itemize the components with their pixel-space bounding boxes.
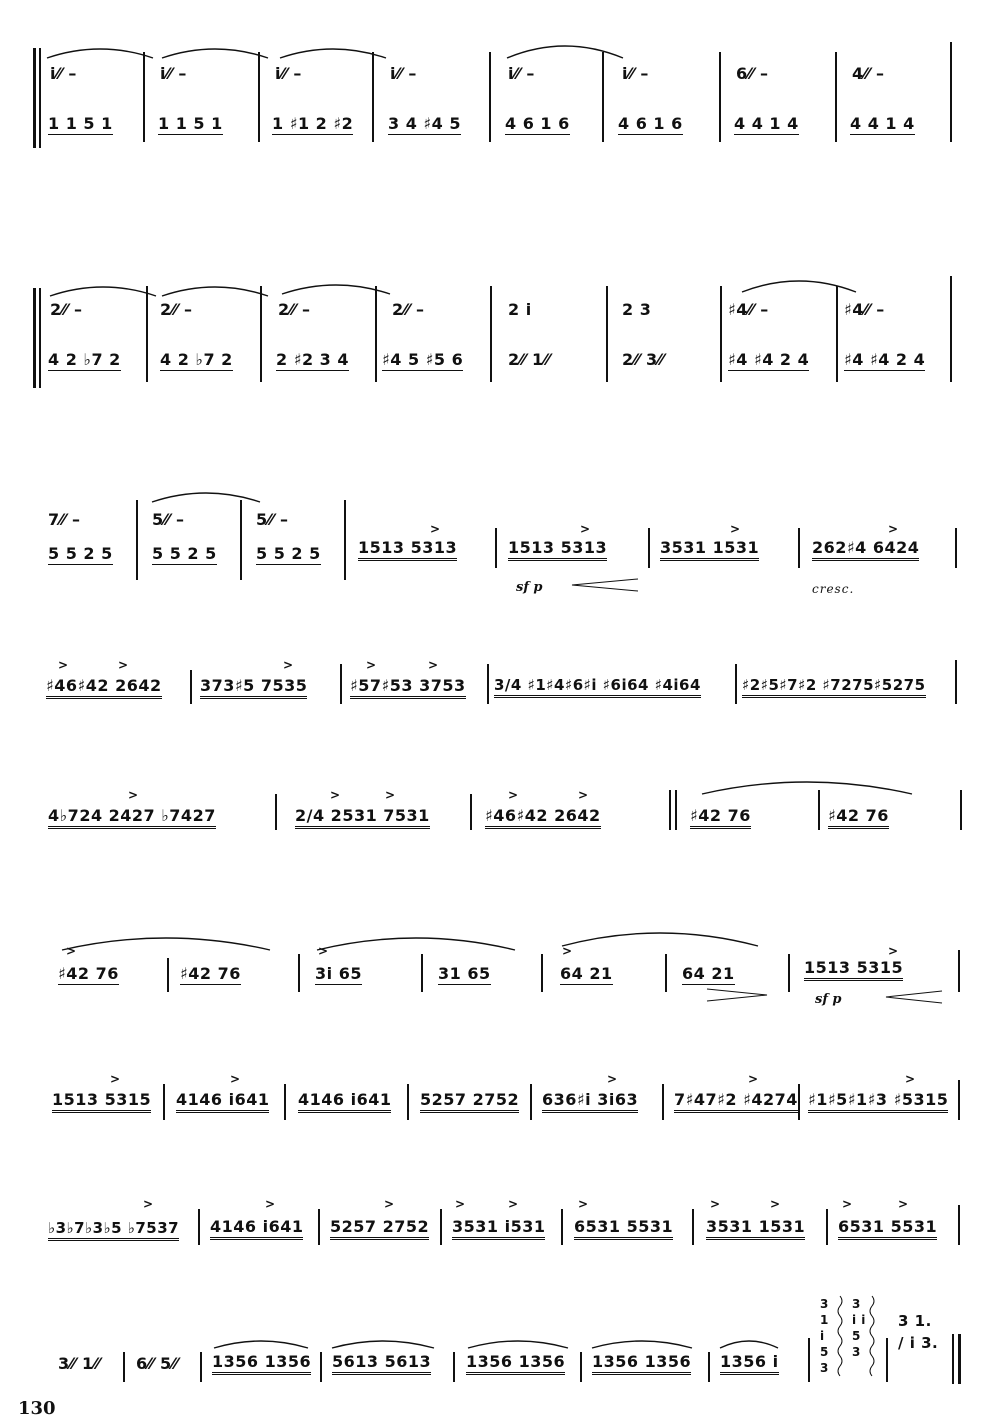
sixteenth-run: ♯42 76 bbox=[690, 806, 751, 829]
system-bracket-inner bbox=[39, 48, 41, 148]
arpeggio-squiggle bbox=[836, 1296, 844, 1376]
accent-mark: > bbox=[607, 1072, 618, 1086]
accent-mark: > bbox=[578, 788, 589, 802]
note-group: 3⁄⁄ 1⁄⁄ bbox=[58, 1354, 101, 1373]
sixteenth-run: 6531 5531 bbox=[838, 1217, 937, 1240]
sixteenth-run: ♯42 76 bbox=[828, 806, 889, 829]
accent-mark: > bbox=[385, 788, 396, 802]
lower-notes: 4 2 ♭7 2 bbox=[160, 350, 233, 369]
barline bbox=[886, 1338, 888, 1382]
accent-mark: > bbox=[730, 522, 741, 536]
lower-notes: 4 2 ♭7 2 bbox=[48, 350, 121, 369]
lower-notes: 5 5 2 5 bbox=[152, 544, 217, 563]
upper-note: ♯4⁄⁄ – bbox=[844, 300, 885, 319]
score-row-4 bbox=[0, 650, 1000, 720]
note-group: 31 65 bbox=[438, 964, 491, 983]
sixteenth-run: 4146 i641 bbox=[176, 1090, 269, 1113]
barline bbox=[190, 670, 192, 704]
barline bbox=[826, 1209, 828, 1245]
upper-note: 4⁄⁄ – bbox=[852, 64, 885, 83]
accent-mark: > bbox=[508, 788, 519, 802]
sixteenth-run: 5613 5613 bbox=[332, 1352, 431, 1375]
upper-note: i⁄⁄ – bbox=[160, 64, 187, 83]
lower-notes: 5 5 2 5 bbox=[48, 544, 113, 563]
barline bbox=[561, 1209, 563, 1245]
barline bbox=[470, 794, 472, 830]
lower-notes: 2⁄⁄ 1⁄⁄ bbox=[508, 350, 551, 369]
upper-note: 2 i bbox=[508, 300, 532, 319]
lower-notes: 4 4 1 4 bbox=[850, 114, 915, 133]
dynamic-marking: sf p bbox=[815, 992, 842, 1007]
barline bbox=[955, 528, 957, 568]
barline bbox=[665, 954, 667, 992]
barline bbox=[808, 1338, 810, 1382]
lower-notes: 1 1 5 1 bbox=[48, 114, 113, 133]
barline bbox=[284, 1084, 286, 1120]
score-row-1 bbox=[0, 30, 1000, 150]
system-bracket bbox=[33, 288, 36, 388]
sixteenth-run: 1356 i bbox=[720, 1352, 779, 1375]
accent-mark: > bbox=[770, 1197, 781, 1211]
sixteenth-run: 262♯4 6424 bbox=[812, 538, 919, 561]
lower-notes: ♯4 ♯4 2 4 bbox=[728, 350, 810, 369]
final-chord: 3 1. / i 3. bbox=[898, 1312, 939, 1352]
barline bbox=[960, 790, 962, 830]
barline bbox=[490, 286, 492, 382]
final-barline-thick bbox=[958, 1334, 961, 1384]
barline bbox=[198, 1209, 200, 1245]
lower-notes: 2 ♯2 3 4 bbox=[276, 350, 349, 369]
accent-mark: > bbox=[230, 1072, 241, 1086]
barline bbox=[372, 52, 374, 142]
barline bbox=[719, 52, 721, 142]
upper-note: 7⁄⁄ – bbox=[48, 510, 81, 529]
upper-note: i⁄⁄ – bbox=[50, 64, 77, 83]
sixteenth-run: 1356 1356 bbox=[466, 1352, 565, 1375]
sixteenth-run: ♯2♯5♯7♯2 ♯7275♯5275 bbox=[742, 676, 926, 698]
sixteenth-run: 2/4 2531 7531 bbox=[295, 806, 430, 829]
barline bbox=[541, 954, 543, 992]
barline bbox=[798, 528, 800, 568]
upper-note: 6⁄⁄ – bbox=[736, 64, 769, 83]
accent-mark: > bbox=[580, 522, 591, 536]
barline bbox=[669, 790, 671, 830]
slur bbox=[740, 270, 858, 294]
score-row-2 bbox=[0, 270, 1000, 390]
crescendo-hairpin bbox=[570, 578, 640, 592]
barline bbox=[167, 958, 169, 992]
upper-note: 5⁄⁄ – bbox=[152, 510, 185, 529]
accent-mark: > bbox=[143, 1197, 154, 1211]
cresc-marking: cresc. bbox=[812, 582, 855, 596]
barline bbox=[602, 52, 604, 142]
barline bbox=[836, 286, 838, 382]
lower-notes: 2⁄⁄ 3⁄⁄ bbox=[622, 350, 665, 369]
slur bbox=[700, 772, 914, 796]
sixteenth-run: 5257 2752 bbox=[420, 1090, 519, 1113]
barline bbox=[955, 660, 957, 704]
sixteenth-run: 1356 1356 bbox=[592, 1352, 691, 1375]
upper-note: 2⁄⁄ – bbox=[278, 300, 311, 319]
barline bbox=[720, 286, 722, 382]
accent-mark: > bbox=[283, 658, 294, 672]
barline bbox=[344, 500, 346, 580]
barline bbox=[318, 1209, 320, 1245]
barline bbox=[788, 954, 790, 992]
accent-mark: > bbox=[110, 1072, 121, 1086]
barline bbox=[958, 950, 960, 992]
arpeggio-chord: 3 i i 5 3 bbox=[852, 1297, 866, 1359]
system-bracket bbox=[33, 48, 36, 148]
barline bbox=[200, 1352, 202, 1382]
accent-mark: > bbox=[455, 1197, 466, 1211]
sixteenth-run: ♭3♭7♭3♭5 ♭7537 bbox=[48, 1219, 179, 1241]
barline bbox=[735, 664, 737, 704]
barline bbox=[495, 528, 497, 568]
accent-mark: > bbox=[710, 1197, 721, 1211]
accent-mark: > bbox=[318, 944, 329, 958]
sixteenth-run: 3531 1531 bbox=[706, 1217, 805, 1240]
page-number: 130 bbox=[18, 1398, 56, 1419]
barline bbox=[240, 500, 242, 580]
barline bbox=[375, 286, 377, 382]
slur bbox=[315, 928, 517, 952]
barline bbox=[260, 286, 262, 382]
accent-mark: > bbox=[330, 788, 341, 802]
barline bbox=[530, 1084, 532, 1120]
score-row-7 bbox=[0, 1070, 1000, 1140]
score-row-6 bbox=[0, 920, 1000, 1020]
sixteenth-run: 1356 1356 bbox=[212, 1352, 311, 1375]
note-group: 3i 65 bbox=[315, 964, 362, 983]
accent-mark: > bbox=[888, 944, 899, 958]
barline bbox=[320, 1352, 322, 1382]
slur bbox=[45, 40, 155, 60]
barline bbox=[440, 1209, 442, 1245]
sixteenth-run: 7♯47♯2 ♯4274 bbox=[674, 1090, 798, 1113]
upper-note: 5⁄⁄ – bbox=[256, 510, 289, 529]
crescendo-hairpin bbox=[884, 990, 944, 1004]
lower-notes: 4 6 1 6 bbox=[618, 114, 683, 133]
upper-note: i⁄⁄ – bbox=[390, 64, 417, 83]
accent-mark: > bbox=[58, 658, 69, 672]
barline bbox=[675, 790, 677, 830]
lower-notes: 4 6 1 6 bbox=[505, 114, 570, 133]
lower-notes: 3 4 ♯4 5 bbox=[388, 114, 461, 133]
upper-note: i⁄⁄ – bbox=[622, 64, 649, 83]
slur bbox=[60, 928, 272, 952]
note-group: ♯42 76 bbox=[180, 964, 241, 983]
note-group: 6⁄⁄ 5⁄⁄ bbox=[136, 1354, 179, 1373]
slur bbox=[330, 1334, 436, 1350]
barline bbox=[421, 954, 423, 992]
accent-mark: > bbox=[384, 1197, 395, 1211]
arpeggio-chord: 3 1 i 5 3 bbox=[820, 1297, 829, 1375]
sixteenth-run: ♯46♯42 2642 bbox=[485, 806, 601, 829]
barline bbox=[798, 1084, 800, 1120]
barline bbox=[648, 528, 650, 568]
sixteenth-run: 1513 5313 bbox=[508, 538, 607, 561]
final-barline-thin bbox=[952, 1334, 954, 1384]
accent-mark: > bbox=[128, 788, 139, 802]
sixteenth-run: 3531 i531 bbox=[452, 1217, 545, 1240]
sixteenth-run: ♯46♯42 2642 bbox=[46, 676, 162, 699]
upper-note: i⁄⁄ – bbox=[508, 64, 535, 83]
barline bbox=[487, 664, 489, 704]
sixteenth-run: 6531 5531 bbox=[574, 1217, 673, 1240]
sixteenth-run: ♯57♯53 3753 bbox=[350, 676, 466, 699]
sixteenth-run: 1513 5315 bbox=[804, 958, 903, 981]
accent-mark: > bbox=[748, 1072, 759, 1086]
lower-notes: 4 4 1 4 bbox=[734, 114, 799, 133]
lower-notes: 1 ♯1 2 ♯2 bbox=[272, 114, 354, 133]
barline bbox=[606, 286, 608, 382]
barline bbox=[275, 794, 277, 830]
upper-note: 2⁄⁄ – bbox=[160, 300, 193, 319]
sixteenth-run: 3/4 ♯1♯4♯6♯i ♯6i64 ♯4i64 bbox=[494, 676, 701, 698]
barline bbox=[662, 1084, 664, 1120]
accent-mark: > bbox=[562, 944, 573, 958]
lower-notes: 5 5 2 5 bbox=[256, 544, 321, 563]
accent-mark: > bbox=[905, 1072, 916, 1086]
arpeggio-squiggle bbox=[868, 1296, 876, 1376]
slur bbox=[150, 484, 262, 504]
accent-mark: > bbox=[428, 658, 439, 672]
accent-mark: > bbox=[265, 1197, 276, 1211]
barline bbox=[453, 1352, 455, 1382]
slur bbox=[505, 34, 625, 60]
system-bracket-inner bbox=[39, 288, 41, 388]
sixteenth-run: 4♭724 2427 ♭7427 bbox=[48, 806, 216, 829]
barline bbox=[407, 1084, 409, 1120]
slur bbox=[590, 1334, 694, 1350]
slur bbox=[466, 1334, 570, 1350]
accent-mark: > bbox=[366, 658, 377, 672]
dynamic-marking: sf p bbox=[516, 580, 543, 595]
score-row-8 bbox=[0, 1195, 1000, 1265]
score-row-9 bbox=[0, 1290, 1000, 1390]
sixteenth-run: 4146 i641 bbox=[210, 1217, 303, 1240]
lower-notes: 1 1 5 1 bbox=[158, 114, 223, 133]
sixteenth-run: 5257 2752 bbox=[330, 1217, 429, 1240]
decrescendo-hairpin bbox=[705, 988, 769, 1002]
barline bbox=[146, 286, 148, 382]
barline bbox=[163, 1084, 165, 1120]
accent-mark: > bbox=[118, 658, 129, 672]
barline bbox=[958, 1205, 960, 1245]
barline bbox=[340, 664, 342, 704]
accent-mark: > bbox=[842, 1197, 853, 1211]
accent-mark: > bbox=[898, 1197, 909, 1211]
slur bbox=[160, 278, 270, 298]
upper-note: 2 3 bbox=[622, 300, 652, 319]
barline bbox=[258, 52, 260, 142]
score-row-5 bbox=[0, 780, 1000, 850]
score-row-3 bbox=[0, 480, 1000, 620]
note-group: 64 21 bbox=[682, 964, 735, 983]
slur bbox=[160, 40, 270, 60]
lower-notes: ♯4 5 ♯5 6 bbox=[382, 350, 464, 369]
accent-mark: > bbox=[888, 522, 899, 536]
accent-mark: > bbox=[578, 1197, 589, 1211]
sixteenth-run: 1513 5315 bbox=[52, 1090, 151, 1113]
lower-notes: ♯4 ♯4 2 4 bbox=[844, 350, 926, 369]
slur bbox=[560, 922, 760, 948]
slur bbox=[212, 1334, 310, 1350]
barline bbox=[950, 42, 952, 142]
upper-note: 2⁄⁄ – bbox=[50, 300, 83, 319]
barline bbox=[950, 276, 952, 382]
barline bbox=[298, 954, 300, 992]
upper-note: i⁄⁄ – bbox=[275, 64, 302, 83]
slur bbox=[718, 1334, 780, 1350]
barline bbox=[136, 500, 138, 580]
sixteenth-run: 3531 1531 bbox=[660, 538, 759, 561]
accent-mark: > bbox=[430, 522, 441, 536]
barline bbox=[958, 1080, 960, 1120]
barline bbox=[123, 1352, 125, 1382]
barline bbox=[489, 52, 491, 142]
sixteenth-run: 373♯5 7535 bbox=[200, 676, 307, 699]
upper-note: ♯4⁄⁄ – bbox=[728, 300, 769, 319]
upper-note: 2⁄⁄ – bbox=[392, 300, 425, 319]
sixteenth-run: ♯1♯5♯1♯3 ♯5315 bbox=[808, 1090, 948, 1113]
sixteenth-run: 4146 i641 bbox=[298, 1090, 391, 1113]
barline bbox=[818, 790, 820, 830]
sixteenth-run: 636♯i 3i63 bbox=[542, 1090, 638, 1113]
barline bbox=[835, 52, 837, 142]
note-group: ♯42 76 bbox=[58, 964, 119, 983]
accent-mark: > bbox=[508, 1197, 519, 1211]
sixteenth-run: 1513 5313 bbox=[358, 538, 457, 561]
barline bbox=[708, 1352, 710, 1382]
barline bbox=[692, 1209, 694, 1245]
note-group: 64 21 bbox=[560, 964, 613, 983]
slur bbox=[48, 278, 158, 298]
accent-mark: > bbox=[66, 944, 77, 958]
barline bbox=[143, 52, 145, 142]
barline bbox=[580, 1352, 582, 1382]
